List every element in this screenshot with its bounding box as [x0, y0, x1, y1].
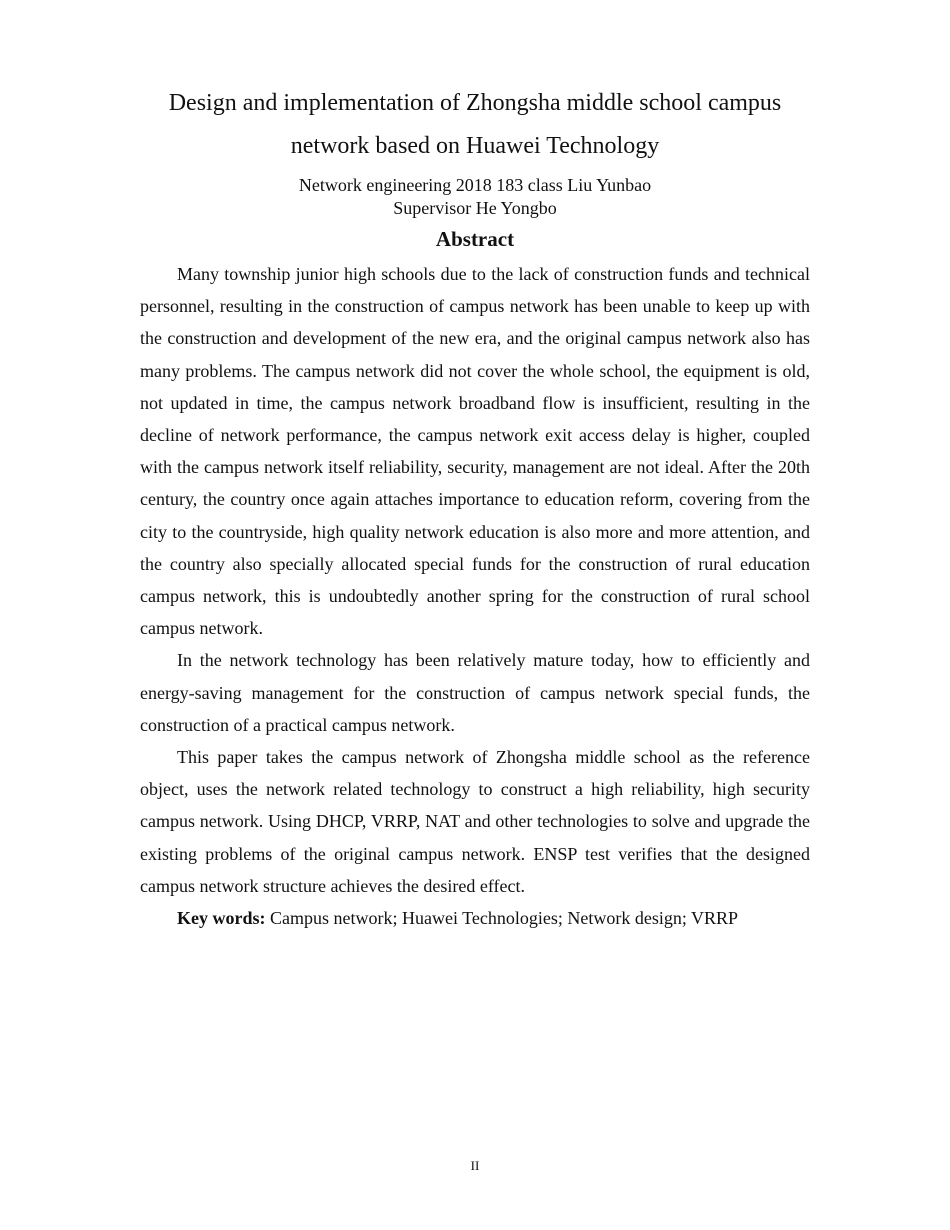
document-title: [140, 82, 810, 168]
title-line-1: Design and implementation of Zhongsha middle school campus: [168, 90, 782, 116]
page-number: II: [470, 1158, 480, 1173]
keywords-line: [140, 902, 810, 934]
keywords-text: Campus network; Huawei Technologies; Network design; VRRP: [265, 908, 739, 929]
abstract-paragraph-2: In the network technology has been relatively mature today, how to efficiently and energy-saving management for the construction of campus network special funds, the construction of a practical campus network.: [140, 650, 810, 735]
title-line-2: network based on Huawei Technology: [290, 133, 660, 159]
author-line: Network engineering 2018 183 class Liu Yunbao: [298, 175, 652, 195]
keywords-label: Key words:: [177, 908, 266, 929]
supervisor-line: Supervisor He Yongbo: [393, 198, 557, 218]
abstract-paragraph-1: Many township junior high schools due to the lack of construction funds and technical personnel, resulting in the construction of campus network has been unable to keep up with the construction and development of the new era, and the original campus network also has many problems. The campus network did not cover the whole school, the equipment is old, not updated in time, the campus network broadband flow is insufficient, resulting in the decline of network performance, the campus network exit access delay is higher, coupled with the campus network itself reliability, security, management are not ideal. After the 20th century, the country once again attaches importance to education reform, covering from the city to the countryside, high quality network education is also more and more attention, and the country also specially allocated special funds for the construction of rural education campus network, this is undoubtedly another spring for the construction of rural school campus network.: [140, 264, 810, 639]
abstract-body: [140, 258, 810, 934]
author-block: [140, 174, 810, 220]
abstract-paragraph-3: This paper takes the campus network of Zhongsha middle school as the reference object, uses the network related technology to construct a high reliability, high security campus network. Using DHCP, VRRP, NAT and other technologies to solve and upgrade the existing problems of the original campus network. ENSP test verifies that the designed campus network structure achieves the desired effect.: [140, 747, 810, 896]
abstract-heading: Abstract: [435, 227, 515, 251]
